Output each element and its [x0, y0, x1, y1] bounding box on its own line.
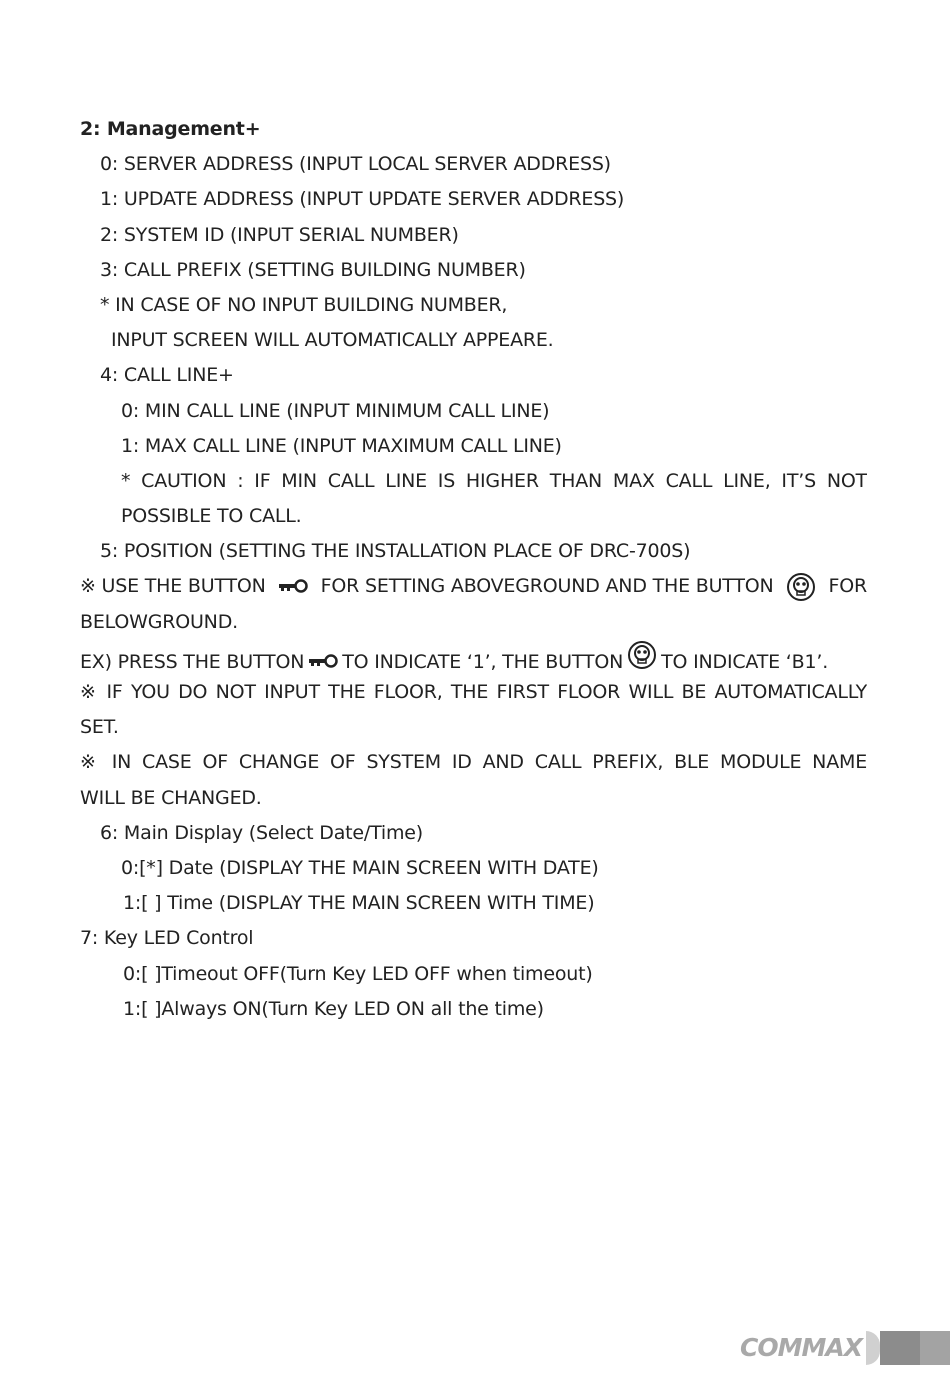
example-a: EX) PRESS THE BUTTON	[80, 650, 305, 673]
footer-decoration	[866, 1331, 880, 1365]
note-first-floor: ※ IF YOU DO NOT INPUT THE FLOOR, THE FIRST FLOOR WILL BE AUTOMATICALLY	[80, 681, 867, 703]
menu-item-server-address: 0: SERVER ADDRESS (INPUT LOCAL SERVER ADDRESS)	[100, 153, 611, 176]
note-building-number: * IN CASE OF NO INPUT BUILDING NUMBER,	[100, 293, 508, 316]
note-first-floor-cont: SET.	[80, 716, 119, 739]
note-button-usage-a: ※ USE THE BUTTON	[80, 575, 266, 598]
note-button-usage-cont: BELOWGROUND.	[80, 610, 238, 633]
menu-item-update-address: 1: UPDATE ADDRESS (INPUT UPDATE SERVER ADDRESS)	[100, 188, 625, 211]
example-line	[80, 640, 867, 675]
note-building-number-cont: INPUT SCREEN WILL AUTOMATICALLY APPEARE.	[111, 329, 554, 352]
menu-item-call-prefix: 3: CALL PREFIX (SETTING BUILDING NUMBER)	[100, 258, 526, 281]
caution-call-line-cont: POSSIBLE TO CALL.	[121, 505, 302, 528]
option-date: 0:[*] Date (DISPLAY THE MAIN SCREEN WITH DATE)	[121, 856, 599, 879]
footer-tab-dark	[880, 1331, 920, 1365]
skull-icon	[627, 640, 657, 670]
section-heading: 2: Management+	[80, 118, 261, 140]
menu-item-system-id: 2: SYSTEM ID (INPUT SERIAL NUMBER)	[100, 223, 459, 246]
option-timeout-off: 0:[ ]Timeout OFF(Turn Key LED OFF when timeout)	[123, 962, 593, 985]
menu-item-key-led: 7: Key LED Control	[80, 927, 254, 950]
menu-item-min-call-line: 0: MIN CALL LINE (INPUT MINIMUM CALL LINE)	[121, 399, 550, 422]
key-icon	[308, 654, 338, 670]
key-icon	[278, 579, 308, 595]
manual-content	[80, 112, 867, 1027]
menu-item-call-line: 4: CALL LINE+	[100, 364, 234, 387]
note-button-usage-c: FOR	[828, 575, 867, 598]
menu-item-max-call-line: 1: MAX CALL LINE (INPUT MAXIMUM CALL LINE)	[121, 434, 562, 457]
example-c: TO INDICATE ‘B1’.	[661, 650, 829, 673]
caution-call-line: * CAUTION : IF MIN CALL LINE IS HIGHER THAN MAX CALL LINE, IT’S NOT	[121, 469, 867, 492]
brand-logo: COMMAX	[740, 1333, 862, 1362]
footer-tab-light	[920, 1331, 950, 1365]
skull-icon	[786, 572, 816, 602]
option-time: 1:[ ] Time (DISPLAY THE MAIN SCREEN WITH TIME)	[123, 892, 595, 915]
note-ble-module-cont: WILL BE CHANGED.	[80, 786, 262, 809]
note-button-usage	[80, 569, 867, 604]
example-b: TO INDICATE ‘1’, THE BUTTON	[342, 650, 624, 673]
note-button-usage-b: FOR SETTING ABOVEGROUND AND THE BUTTON	[320, 575, 774, 598]
menu-item-main-display: 6: Main Display (Select Date/Time)	[100, 821, 423, 844]
menu-item-position: 5: POSITION (SETTING THE INSTALLATION PLACE OF DRC-700S)	[100, 540, 691, 563]
note-ble-module: ※ IN CASE OF CHANGE OF SYSTEM ID AND CALL PREFIX, BLE MODULE NAME	[80, 751, 867, 774]
option-always-on: 1:[ ]Always ON(Turn Key LED ON all the time)	[123, 997, 544, 1020]
page-footer	[705, 1331, 950, 1365]
